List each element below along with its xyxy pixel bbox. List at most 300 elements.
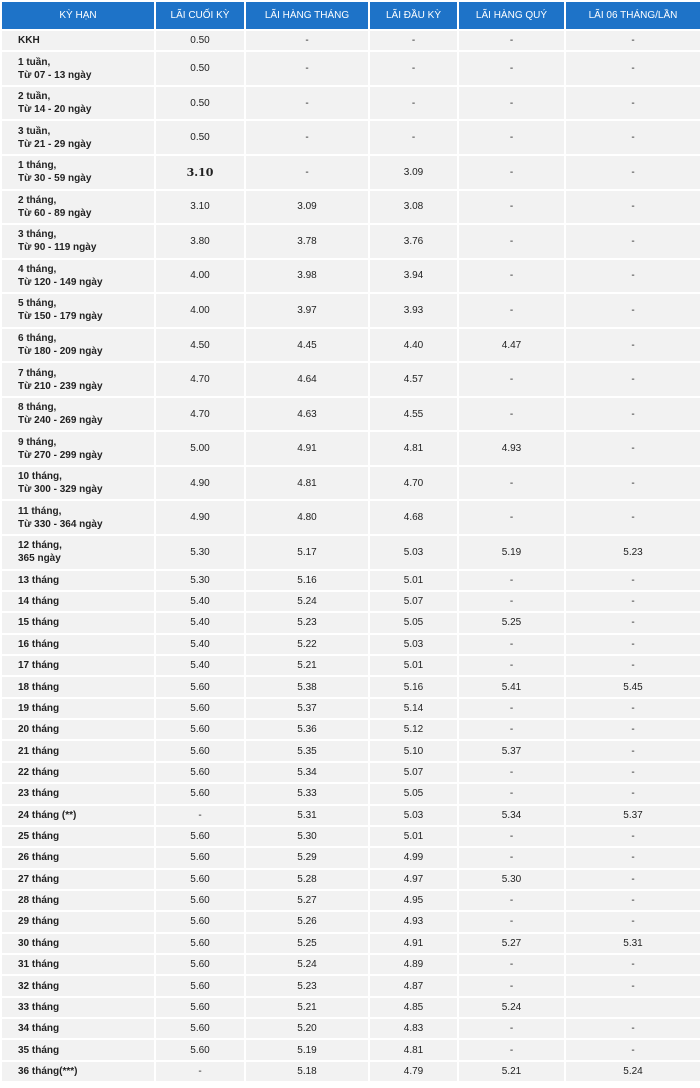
rate-cell: - (459, 699, 564, 718)
rate-cell: - (459, 571, 564, 590)
rate-cell: - (459, 260, 564, 293)
rate-cell: - (459, 1019, 564, 1038)
term-cell (2, 363, 154, 396)
term-cell (2, 571, 154, 590)
term-cell (2, 501, 154, 534)
rate-cell: - (246, 156, 368, 189)
term-label: 30 tháng (18, 937, 60, 949)
table-row (2, 998, 700, 1017)
term-cell (2, 934, 154, 953)
rate-cell: 5.36 (246, 720, 368, 739)
term-label: 11 tháng, (18, 505, 62, 517)
rate-cell: - (459, 720, 564, 739)
rate-cell: 5.37 (246, 699, 368, 718)
term-range: Từ 30 - 59 ngày (18, 173, 92, 185)
rate-cell: 4.00 (156, 260, 244, 293)
table-row (2, 656, 700, 675)
rate-cell: - (566, 398, 700, 431)
rate-cell: 5.34 (459, 806, 564, 825)
term-range: Từ 07 - 13 ngày (18, 69, 92, 81)
rate-cell: - (566, 571, 700, 590)
term-cell (2, 191, 154, 224)
rate-cell: 5.27 (459, 934, 564, 953)
rate-cell: 5.33 (246, 784, 368, 803)
table-row (2, 763, 700, 782)
rate-cell: - (566, 763, 700, 782)
term-label: 9 tháng, (18, 436, 57, 448)
rate-cell: 5.03 (370, 536, 457, 569)
rate-cell: 4.81 (370, 432, 457, 465)
term-label: 29 tháng (18, 916, 60, 928)
rate-cell: - (156, 806, 244, 825)
table-row (2, 467, 700, 500)
term-cell (2, 976, 154, 995)
rate-cell: 5.19 (459, 536, 564, 569)
term-cell (2, 52, 154, 85)
term-label: 28 tháng (18, 895, 60, 907)
rate-cell: 5.60 (156, 763, 244, 782)
table-row (2, 121, 700, 154)
rate-cell: 5.24 (246, 592, 368, 611)
rate-cell: 4.57 (370, 363, 457, 396)
rate-cell: - (566, 260, 700, 293)
rate-cell: 5.40 (156, 656, 244, 675)
term-label: 22 tháng (18, 766, 60, 778)
rate-cell: 5.60 (156, 1019, 244, 1038)
rate-cell: 5.41 (459, 677, 564, 696)
rate-cell: 5.60 (156, 827, 244, 846)
rate-cell: - (459, 976, 564, 995)
table-row (2, 260, 700, 293)
term-cell (2, 329, 154, 362)
rate-cell: 4.93 (459, 432, 564, 465)
table-row (2, 677, 700, 696)
rate-cell: 5.23 (246, 613, 368, 632)
term-label: 20 tháng (18, 724, 60, 736)
rate-cell: - (459, 52, 564, 85)
rate-cell: - (566, 976, 700, 995)
rate-cell: 4.68 (370, 501, 457, 534)
rate-cell: 5.25 (459, 613, 564, 632)
rate-cell: 5.03 (370, 635, 457, 654)
term-label: 24 tháng (**) (18, 809, 77, 821)
header-semiannual-interest: LÃI 06 THÁNG/LẦN (566, 2, 700, 29)
term-cell (2, 432, 154, 465)
table-row (2, 827, 700, 846)
rate-cell: 3.97 (246, 294, 368, 327)
term-cell (2, 635, 154, 654)
rate-cell: 4.80 (246, 501, 368, 534)
rate-cell: - (459, 955, 564, 974)
term-cell (2, 121, 154, 154)
rate-cell: 5.01 (370, 827, 457, 846)
rate-cell: - (566, 225, 700, 258)
rate-cell: - (566, 363, 700, 396)
term-cell (2, 260, 154, 293)
rate-cell: - (459, 1040, 564, 1059)
rate-cell: - (566, 31, 700, 50)
table-row (2, 784, 700, 803)
header-term: KỲ HẠN (2, 2, 154, 29)
table-body (2, 31, 700, 1081)
term-cell (2, 536, 154, 569)
rate-cell: 4.85 (370, 998, 457, 1017)
rate-cell: - (566, 592, 700, 611)
term-label: 25 tháng (18, 831, 60, 843)
term-cell (2, 912, 154, 931)
rate-cell: 0.50 (156, 87, 244, 120)
term-label: 1 tháng, (18, 160, 57, 172)
header-monthly-interest: LÃI HÀNG THÁNG (246, 2, 368, 29)
rate-cell: - (459, 156, 564, 189)
term-label: 18 tháng (18, 681, 60, 693)
term-cell (2, 741, 154, 760)
header-row (2, 2, 700, 29)
rate-cell: - (156, 1062, 244, 1081)
term-label: 2 tuần, (18, 91, 51, 103)
term-range: Từ 21 - 29 ngày (18, 138, 92, 150)
rate-cell: - (459, 31, 564, 50)
rate-cell: 5.23 (566, 536, 700, 569)
table-row (2, 87, 700, 120)
term-cell (2, 784, 154, 803)
table-row (2, 329, 700, 362)
rate-cell: - (459, 121, 564, 154)
term-label: 2 tháng, (18, 194, 57, 206)
rate-cell: 5.25 (246, 934, 368, 953)
rate-cell: 4.70 (370, 467, 457, 500)
rate-cell: 5.60 (156, 1040, 244, 1059)
term-cell (2, 720, 154, 739)
rate-cell: 3.10 (156, 191, 244, 224)
rate-cell: 5.23 (246, 976, 368, 995)
term-range: Từ 330 - 364 ngày (18, 518, 103, 530)
rate-cell: 4.83 (370, 1019, 457, 1038)
table-row (2, 976, 700, 995)
rate-cell: 5.14 (370, 699, 457, 718)
rate-cell: 5.45 (566, 677, 700, 696)
rate-cell: 4.99 (370, 848, 457, 867)
rate-cell: 5.40 (156, 635, 244, 654)
term-label: 26 tháng (18, 852, 60, 864)
rate-cell: 5.22 (246, 635, 368, 654)
rate-cell: - (246, 121, 368, 154)
rate-cell: - (459, 363, 564, 396)
rate-cell: 5.30 (156, 536, 244, 569)
term-label: 32 tháng (18, 980, 60, 992)
term-label: KKH (18, 35, 40, 47)
rate-cell: - (566, 656, 700, 675)
rate-cell: - (459, 398, 564, 431)
term-label: 3 tháng, (18, 229, 57, 241)
term-cell (2, 87, 154, 120)
rate-cell: - (370, 87, 457, 120)
rate-cell: - (459, 225, 564, 258)
rate-cell: 5.28 (246, 870, 368, 889)
table-header (2, 2, 700, 29)
rate-cell: 4.95 (370, 891, 457, 910)
term-cell (2, 592, 154, 611)
term-label: 10 tháng, (18, 471, 62, 483)
rate-cell: 5.26 (246, 912, 368, 931)
rate-cell: 3.93 (370, 294, 457, 327)
table-row (2, 720, 700, 739)
rate-cell: - (566, 955, 700, 974)
term-cell (2, 763, 154, 782)
rate-cell: 3.76 (370, 225, 457, 258)
rate-cell: 5.19 (246, 1040, 368, 1059)
rate-cell: 5.60 (156, 784, 244, 803)
table-row (2, 635, 700, 654)
rate-cell: 5.60 (156, 741, 244, 760)
rate-cell: 3.08 (370, 191, 457, 224)
rate-cell: - (459, 501, 564, 534)
rate-cell: 5.10 (370, 741, 457, 760)
term-label: 34 tháng (18, 1023, 60, 1035)
rate-cell: 4.45 (246, 329, 368, 362)
table-row (2, 848, 700, 867)
term-cell (2, 699, 154, 718)
term-cell (2, 848, 154, 867)
table-row (2, 891, 700, 910)
term-cell (2, 156, 154, 189)
rate-cell: 4.64 (246, 363, 368, 396)
rate-cell: 5.05 (370, 784, 457, 803)
term-range: 365 ngày (18, 553, 61, 565)
term-range: Từ 300 - 329 ngày (18, 484, 103, 496)
rate-cell: 4.87 (370, 976, 457, 995)
term-label: 17 tháng (18, 660, 60, 672)
table-row (2, 432, 700, 465)
term-label: 33 tháng (18, 1001, 60, 1013)
rate-cell: 5.24 (459, 998, 564, 1017)
rate-cell: - (566, 784, 700, 803)
rate-cell: 5.60 (156, 870, 244, 889)
rate-cell: - (246, 87, 368, 120)
rate-cell: - (459, 191, 564, 224)
rate-cell: 5.21 (459, 1062, 564, 1081)
rate-cell: 4.97 (370, 870, 457, 889)
table-row (2, 31, 700, 50)
table-row (2, 592, 700, 611)
term-range: Từ 270 - 299 ngày (18, 449, 103, 461)
rate-cell: - (566, 294, 700, 327)
term-label: 6 tháng, (18, 333, 57, 344)
rate-cell: 5.30 (459, 870, 564, 889)
rate-cell: - (566, 891, 700, 910)
term-label: 7 tháng, (18, 367, 57, 379)
term-range: Từ 90 - 119 ngày (18, 242, 97, 254)
table-row (2, 225, 700, 258)
table-row (2, 1040, 700, 1059)
rate-cell: - (459, 635, 564, 654)
rate-cell: - (459, 912, 564, 931)
term-range: Từ 120 - 149 ngày (18, 276, 103, 288)
rate-cell: 5.27 (246, 891, 368, 910)
term-cell (2, 467, 154, 500)
rate-cell: 5.40 (156, 613, 244, 632)
rate-cell: - (566, 191, 700, 224)
term-label: 3 tuần, (18, 125, 51, 137)
rate-cell: 3.78 (246, 225, 368, 258)
rate-cell: 5.24 (566, 1062, 700, 1081)
rate-cell: 5.37 (566, 806, 700, 825)
term-cell (2, 806, 154, 825)
rate-cell: 5.60 (156, 912, 244, 931)
rate-cell: - (459, 848, 564, 867)
rate-cell: - (566, 1019, 700, 1038)
table-row (2, 398, 700, 431)
rate-cell: 0.50 (156, 121, 244, 154)
term-label: 27 tháng (18, 873, 60, 885)
rate-cell: - (566, 635, 700, 654)
term-cell (2, 998, 154, 1017)
rate-cell: 5.21 (246, 998, 368, 1017)
rate-cell: 5.20 (246, 1019, 368, 1038)
rate-cell: 3.94 (370, 260, 457, 293)
rate-cell: 5.21 (246, 656, 368, 675)
rate-cell: - (459, 763, 564, 782)
table-row (2, 699, 700, 718)
rate-cell: 5.00 (156, 432, 244, 465)
rate-cell: 4.50 (156, 329, 244, 362)
rate-cell: - (459, 467, 564, 500)
rate-cell: - (566, 827, 700, 846)
rate-cell: 4.79 (370, 1062, 457, 1081)
rate-cell: 4.40 (370, 329, 457, 362)
rate-cell: 5.30 (246, 827, 368, 846)
rate-cell: - (459, 827, 564, 846)
rate-cell: 3.80 (156, 225, 244, 258)
table-row (2, 501, 700, 534)
term-cell (2, 31, 154, 50)
rate-cell: 4.91 (370, 934, 457, 953)
rate-cell: 5.60 (156, 677, 244, 696)
rate-cell: 4.63 (246, 398, 368, 431)
rate-cell: 5.12 (370, 720, 457, 739)
term-cell (2, 398, 154, 431)
rate-cell: 5.34 (246, 763, 368, 782)
term-range: Từ 180 - 209 ngày (18, 346, 103, 357)
rate-cell: - (459, 656, 564, 675)
term-cell (2, 870, 154, 889)
term-label: 16 tháng (18, 638, 60, 650)
rate-cell: 5.07 (370, 592, 457, 611)
table-row (2, 613, 700, 632)
rate-cell: - (566, 848, 700, 867)
rate-cell: - (459, 87, 564, 120)
rate-cell: 0.50 (156, 31, 244, 50)
term-label: 36 tháng(***) (18, 1066, 78, 1077)
rate-cell: 4.00 (156, 294, 244, 327)
rate-cell: 4.81 (246, 467, 368, 500)
term-cell (2, 827, 154, 846)
rate-cell: - (566, 501, 700, 534)
rate-cell: - (566, 121, 700, 154)
rate-cell: - (566, 741, 700, 760)
term-cell (2, 613, 154, 632)
rate-cell: - (459, 784, 564, 803)
rate-cell: 5.07 (370, 763, 457, 782)
table-row (2, 806, 700, 825)
term-range: Từ 240 - 269 ngày (18, 415, 103, 427)
rate-cell: - (566, 467, 700, 500)
term-cell (2, 294, 154, 327)
rate-cell: 5.60 (156, 720, 244, 739)
table-row (2, 912, 700, 931)
rate-cell: - (246, 52, 368, 85)
rate-cell: 5.38 (246, 677, 368, 696)
term-cell (2, 955, 154, 974)
rate-cell: 5.60 (156, 848, 244, 867)
rate-cell: - (370, 121, 457, 154)
table-row (2, 156, 700, 189)
table-row (2, 52, 700, 85)
rate-cell: 5.18 (246, 1062, 368, 1081)
rate-cell: - (459, 294, 564, 327)
rate-cell: 4.93 (370, 912, 457, 931)
rate-cell: 5.60 (156, 934, 244, 953)
term-label: 15 tháng (18, 617, 60, 629)
rate-cell: 4.55 (370, 398, 457, 431)
table-row (2, 536, 700, 569)
term-label: 4 tháng, (18, 263, 57, 275)
term-label: 35 tháng (18, 1044, 60, 1056)
rate-cell: - (566, 87, 700, 120)
rate-cell: 5.60 (156, 998, 244, 1017)
term-range: Từ 60 - 89 ngày (18, 207, 92, 219)
rate-cell: 5.30 (156, 571, 244, 590)
term-label: 19 tháng (18, 702, 60, 714)
term-label: 14 tháng (18, 596, 60, 608)
rate-cell: 4.91 (246, 432, 368, 465)
rate-cell: 5.05 (370, 613, 457, 632)
term-cell (2, 1062, 154, 1081)
rate-cell: 5.24 (246, 955, 368, 974)
rate-cell: 4.47 (459, 329, 564, 362)
table-row (2, 934, 700, 953)
rate-cell: 5.01 (370, 571, 457, 590)
rate-cell: - (370, 52, 457, 85)
term-cell (2, 1040, 154, 1059)
rate-cell: 5.60 (156, 976, 244, 995)
table-row (2, 191, 700, 224)
rate-cell: 4.81 (370, 1040, 457, 1059)
term-label: 5 tháng, (18, 298, 57, 310)
term-range: Từ 14 - 20 ngày (18, 104, 92, 116)
term-range: Từ 150 - 179 ngày (18, 311, 103, 323)
term-range: Từ 210 - 239 ngày (18, 380, 103, 392)
rate-cell: - (566, 613, 700, 632)
rate-cell: 5.29 (246, 848, 368, 867)
table-row (2, 1019, 700, 1038)
rate-cell: 5.60 (156, 891, 244, 910)
term-label: 12 tháng, (18, 540, 62, 552)
rate-cell: - (246, 31, 368, 50)
header-quarterly-interest: LÃI HÀNG QUÝ (459, 2, 564, 29)
rate-cell: 5.35 (246, 741, 368, 760)
term-cell (2, 1019, 154, 1038)
table-row (2, 870, 700, 889)
term-label: 8 tháng, (18, 402, 57, 414)
rate-cell: 5.31 (566, 934, 700, 953)
term-label: 13 tháng (18, 574, 60, 586)
rate-cell: 5.01 (370, 656, 457, 675)
rate-cell: 5.16 (370, 677, 457, 696)
term-label: 23 tháng (18, 788, 60, 800)
table-row (2, 1062, 700, 1081)
rate-cell: - (459, 592, 564, 611)
